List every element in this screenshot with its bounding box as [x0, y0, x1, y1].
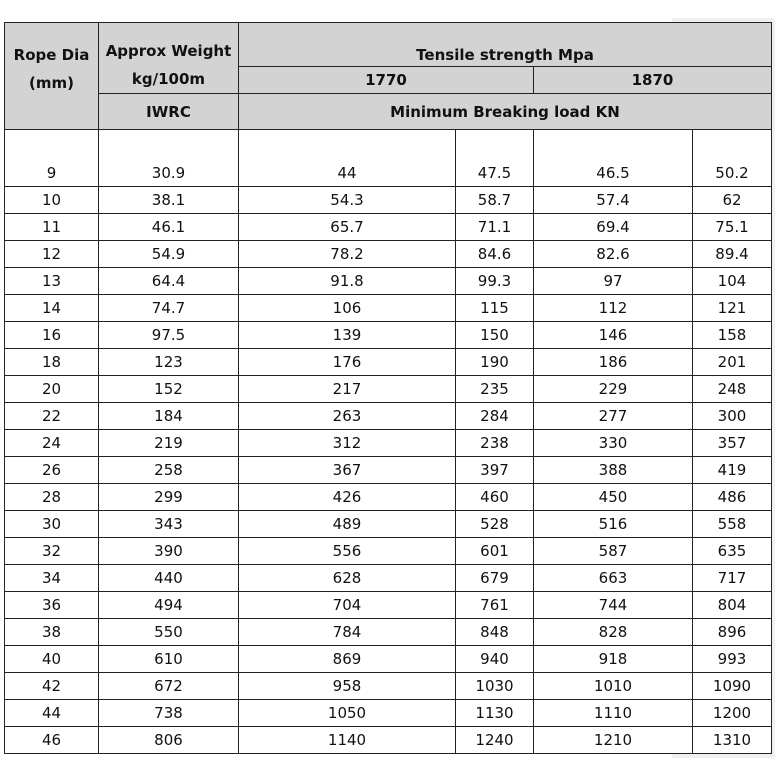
cell-mbl-1870-a: 516: [534, 511, 693, 538]
cell-rope-dia: 32: [5, 538, 99, 565]
cell-rope-dia: 16: [5, 322, 99, 349]
cell-mbl-1770-b: 47.5: [456, 130, 534, 187]
cell-mbl-1870-b: 486: [693, 484, 772, 511]
cell-mbl-1870-b: 248: [693, 376, 772, 403]
cell-mbl-1870-b: 104: [693, 268, 772, 295]
table-row: [5, 376, 772, 403]
cell-mbl-1770-a: 958: [239, 673, 456, 700]
cell-mbl-1870-a: 229: [534, 376, 693, 403]
cell-weight: 54.9: [99, 241, 239, 268]
cell-mbl-1870-b: 1090: [693, 673, 772, 700]
header-rope-dia: [5, 23, 99, 130]
cell-mbl-1770-b: 235: [456, 376, 534, 403]
cell-mbl-1870-b: 75.1: [693, 214, 772, 241]
table-row: [5, 592, 772, 619]
table-row: [5, 349, 772, 376]
cell-weight: 219: [99, 430, 239, 457]
cell-mbl-1770-b: 284: [456, 403, 534, 430]
cell-mbl-1770-b: 71.1: [456, 214, 534, 241]
cell-mbl-1870-b: 717: [693, 565, 772, 592]
cell-mbl-1770-b: 99.3: [456, 268, 534, 295]
cell-mbl-1770-b: 150: [456, 322, 534, 349]
cell-mbl-1870-a: 277: [534, 403, 693, 430]
cell-mbl-1770-b: 190: [456, 349, 534, 376]
cell-weight: 494: [99, 592, 239, 619]
cell-rope-dia: 11: [5, 214, 99, 241]
cell-mbl-1870-b: 1310: [693, 727, 772, 754]
cell-mbl-1870-b: 419: [693, 457, 772, 484]
cell-mbl-1870-b: 804: [693, 592, 772, 619]
cell-mbl-1770-b: 601: [456, 538, 534, 565]
cell-mbl-1770-b: 460: [456, 484, 534, 511]
cell-mbl-1770-b: 115: [456, 295, 534, 322]
cell-mbl-1770-b: 84.6: [456, 241, 534, 268]
table-row: [5, 322, 772, 349]
table-row: [5, 130, 772, 187]
cell-mbl-1770-b: 679: [456, 565, 534, 592]
cell-rope-dia: 26: [5, 457, 99, 484]
table-row: [5, 457, 772, 484]
table-row: [5, 187, 772, 214]
cell-rope-dia: 13: [5, 268, 99, 295]
cell-mbl-1870-a: 1110: [534, 700, 693, 727]
cell-rope-dia: 24: [5, 430, 99, 457]
table-row: [5, 673, 772, 700]
rope-dia-unit: (mm): [29, 74, 74, 92]
cell-mbl-1870-b: 558: [693, 511, 772, 538]
cell-mbl-1870-b: 1200: [693, 700, 772, 727]
cell-rope-dia: 22: [5, 403, 99, 430]
cell-weight: 258: [99, 457, 239, 484]
cell-mbl-1870-a: 146: [534, 322, 693, 349]
cell-mbl-1770-a: 263: [239, 403, 456, 430]
cell-mbl-1770-b: 1130: [456, 700, 534, 727]
table-row: [5, 241, 772, 268]
cell-mbl-1770-a: 44: [239, 130, 456, 187]
cell-rope-dia: 10: [5, 187, 99, 214]
cell-weight: 46.1: [99, 214, 239, 241]
cell-rope-dia: 34: [5, 565, 99, 592]
cell-mbl-1870-b: 50.2: [693, 130, 772, 187]
table-row: [5, 619, 772, 646]
header-tensile: Tensile strength Mpa: [239, 23, 772, 67]
cell-mbl-1870-a: 450: [534, 484, 693, 511]
cell-mbl-1770-a: 65.7: [239, 214, 456, 241]
cell-rope-dia: 20: [5, 376, 99, 403]
cell-weight: 440: [99, 565, 239, 592]
table-row: [5, 430, 772, 457]
cell-mbl-1870-a: 828: [534, 619, 693, 646]
cell-weight: 97.5: [99, 322, 239, 349]
cell-rope-dia: 30: [5, 511, 99, 538]
cell-mbl-1770-b: 1240: [456, 727, 534, 754]
cell-mbl-1770-b: 58.7: [456, 187, 534, 214]
cell-weight: 38.1: [99, 187, 239, 214]
header-core-iwrc: IWRC: [99, 94, 239, 130]
table-row: [5, 484, 772, 511]
cell-rope-dia: 40: [5, 646, 99, 673]
cell-rope-dia: 12: [5, 241, 99, 268]
cell-mbl-1770-b: 848: [456, 619, 534, 646]
cell-mbl-1870-a: 69.4: [534, 214, 693, 241]
cell-mbl-1770-a: 176: [239, 349, 456, 376]
cell-mbl-1870-b: 62: [693, 187, 772, 214]
table-row: [5, 565, 772, 592]
cell-mbl-1870-a: 186: [534, 349, 693, 376]
header-grade-1870: 1870: [534, 67, 772, 94]
cell-mbl-1770-b: 397: [456, 457, 534, 484]
cell-mbl-1770-b: 940: [456, 646, 534, 673]
cell-rope-dia: 44: [5, 700, 99, 727]
table-row: [5, 511, 772, 538]
cell-mbl-1870-a: 1010: [534, 673, 693, 700]
table-row: [5, 295, 772, 322]
cell-mbl-1770-a: 556: [239, 538, 456, 565]
cell-mbl-1870-a: 587: [534, 538, 693, 565]
cell-mbl-1770-a: 217: [239, 376, 456, 403]
cell-rope-dia: 14: [5, 295, 99, 322]
cell-weight: 30.9: [99, 130, 239, 187]
cell-mbl-1870-a: 46.5: [534, 130, 693, 187]
cell-weight: 343: [99, 511, 239, 538]
cell-rope-dia: 46: [5, 727, 99, 754]
cell-mbl-1870-b: 89.4: [693, 241, 772, 268]
cell-mbl-1870-a: 388: [534, 457, 693, 484]
cell-mbl-1770-a: 1140: [239, 727, 456, 754]
cell-mbl-1770-b: 761: [456, 592, 534, 619]
cell-mbl-1870-a: 918: [534, 646, 693, 673]
cell-mbl-1870-b: 300: [693, 403, 772, 430]
cell-mbl-1870-b: 635: [693, 538, 772, 565]
table-row: [5, 268, 772, 295]
cell-mbl-1770-a: 1050: [239, 700, 456, 727]
wire-rope-breaking-load-table: [4, 22, 772, 754]
cell-mbl-1870-a: 112: [534, 295, 693, 322]
cell-mbl-1770-a: 367: [239, 457, 456, 484]
cell-mbl-1770-a: 628: [239, 565, 456, 592]
cell-mbl-1770-a: 426: [239, 484, 456, 511]
cell-mbl-1870-a: 330: [534, 430, 693, 457]
cell-mbl-1870-a: 82.6: [534, 241, 693, 268]
cell-mbl-1870-b: 896: [693, 619, 772, 646]
cell-mbl-1870-b: 357: [693, 430, 772, 457]
table-row: [5, 646, 772, 673]
cell-weight: 123: [99, 349, 239, 376]
cell-mbl-1870-b: 121: [693, 295, 772, 322]
cell-mbl-1870-a: 663: [534, 565, 693, 592]
cell-mbl-1870-a: 57.4: [534, 187, 693, 214]
cell-mbl-1770-a: 784: [239, 619, 456, 646]
cell-weight: 64.4: [99, 268, 239, 295]
cell-weight: 738: [99, 700, 239, 727]
header-min-breaking-load: Minimum Breaking load KN: [239, 94, 772, 130]
cell-weight: 299: [99, 484, 239, 511]
cell-mbl-1770-a: 91.8: [239, 268, 456, 295]
weight-label: Approx Weight: [105, 42, 232, 60]
cell-mbl-1870-a: 1210: [534, 727, 693, 754]
table-row: [5, 214, 772, 241]
table-row: [5, 538, 772, 565]
weight-unit: kg/100m: [131, 70, 206, 88]
cell-rope-dia: 9: [5, 130, 99, 187]
cell-mbl-1770-a: 704: [239, 592, 456, 619]
cell-mbl-1770-a: 139: [239, 322, 456, 349]
header-grade-1770: 1770: [239, 67, 534, 94]
cell-mbl-1770-a: 489: [239, 511, 456, 538]
cell-weight: 184: [99, 403, 239, 430]
cell-mbl-1770-b: 528: [456, 511, 534, 538]
cell-weight: 610: [99, 646, 239, 673]
cell-mbl-1770-a: 312: [239, 430, 456, 457]
cell-rope-dia: 36: [5, 592, 99, 619]
cell-mbl-1770-a: 106: [239, 295, 456, 322]
cell-mbl-1770-a: 869: [239, 646, 456, 673]
cell-mbl-1770-b: 238: [456, 430, 534, 457]
table-row: [5, 700, 772, 727]
cell-weight: 806: [99, 727, 239, 754]
cell-rope-dia: 18: [5, 349, 99, 376]
cell-weight: 74.7: [99, 295, 239, 322]
cell-rope-dia: 42: [5, 673, 99, 700]
table-row: [5, 727, 772, 754]
cell-mbl-1870-b: 201: [693, 349, 772, 376]
rope-dia-label: Rope Dia: [13, 46, 90, 64]
cell-mbl-1870-b: 993: [693, 646, 772, 673]
cell-rope-dia: 38: [5, 619, 99, 646]
cell-weight: 672: [99, 673, 239, 700]
cell-mbl-1770-a: 78.2: [239, 241, 456, 268]
cell-mbl-1870-b: 158: [693, 322, 772, 349]
table-row: [5, 403, 772, 430]
cell-weight: 152: [99, 376, 239, 403]
cell-rope-dia: 28: [5, 484, 99, 511]
cell-weight: 390: [99, 538, 239, 565]
cell-mbl-1870-a: 97: [534, 268, 693, 295]
cell-mbl-1770-b: 1030: [456, 673, 534, 700]
header-weight: [99, 23, 239, 94]
cell-weight: 550: [99, 619, 239, 646]
cell-mbl-1870-a: 744: [534, 592, 693, 619]
cell-mbl-1770-a: 54.3: [239, 187, 456, 214]
